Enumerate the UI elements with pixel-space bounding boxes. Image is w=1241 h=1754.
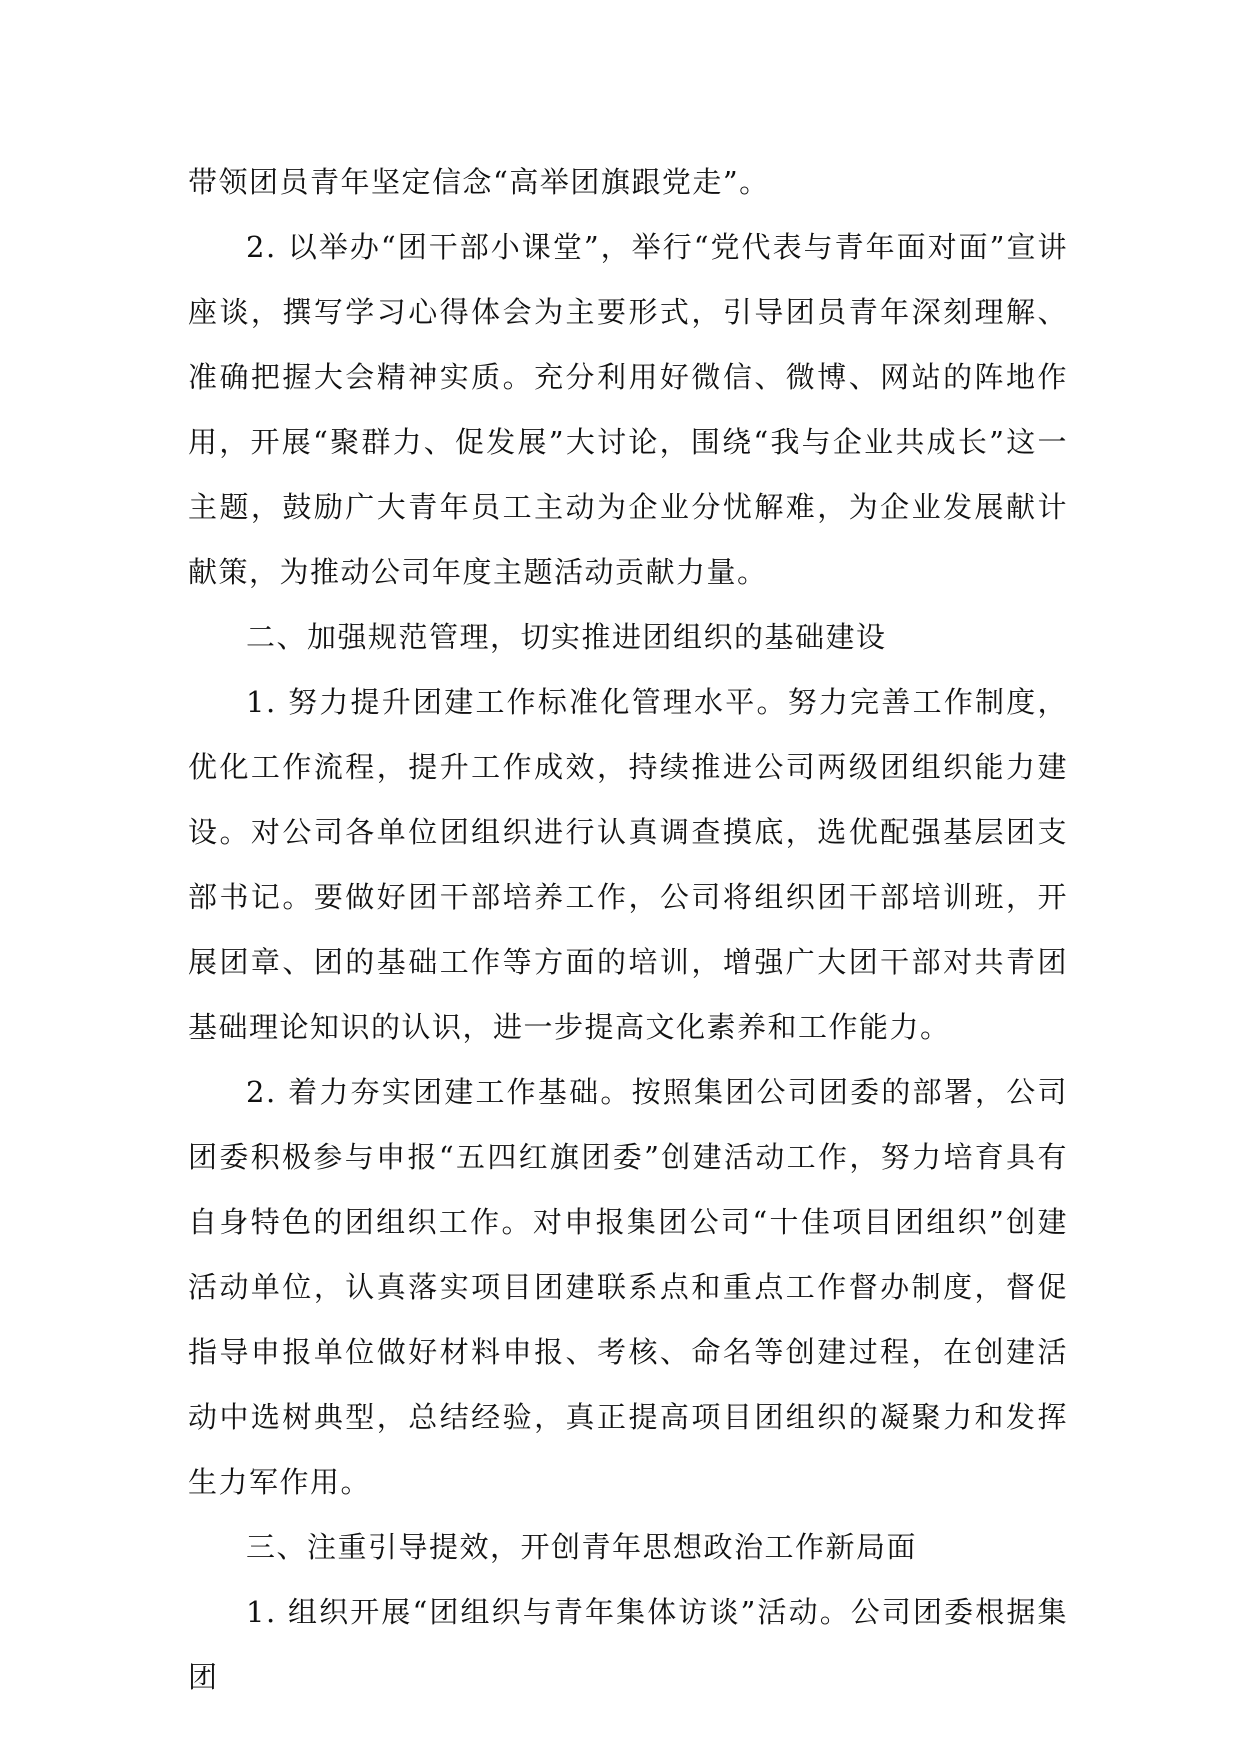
paragraph-item-1-interviews: 1. 组织开展“团组织与青年集体访谈”活动。公司团委根据集团	[188, 1595, 1068, 1694]
paragraph-item-2-foundation: 2. 着力夯实团建工作基础。按照集团公司团委的部署，公司团委积极参与申报“五四红旗团委”创建活动工作，努力培育具有自身特色的团组织工作。对申报集团公司“十佳项目团组织”创建活动单位，认真落实项目团建联系点和重点工作督办制度，督促指导申报单位做好材料申报、考核、命名等创建过程，在创建活动中选树典型，总结经验，真正提高项目团组织的凝聚力和发挥生力军作用。	[188, 1075, 1068, 1499]
paragraph-item-1-standardization: 1. 努力提升团建工作标准化管理水平。努力完善工作制度，优化工作流程，提升工作成效，持续推进公司两级团组织能力建设。对公司各单位团组织进行认真调查摸底，选优配强基层团支部书记。要做好团干部培养工作，公司将组织团干部培训班，开展团章、团的基础工作等方面的培训，增强广大团干部对共青团基础理论知识的认识，进一步提高文化素养和工作能力。	[188, 685, 1068, 1044]
paragraph-continuation: 带领团员青年坚定信念“高举团旗跟党走”。	[188, 165, 770, 199]
document-body	[188, 150, 1068, 1710]
paragraph-item-2-study-forms: 2. 以举办“团干部小课堂”，举行“党代表与青年面对面”宣讲座谈，撰写学习心得体会为主要形式，引导团员青年深刻理解、准确把握大会精神实质。充分利用好微信、微博、网站的阵地作用，开展“聚群力、促发展”大讨论，围绕“我与企业共成长”这一主题，鼓励广大青年员工主动为企业分忧解难，为企业发展献计献策，为推动公司年度主题活动贡献力量。	[188, 230, 1068, 589]
section-heading-2: 二、加强规范管理，切实推进团组织的基础建设	[246, 620, 887, 654]
section-heading-3: 三、注重引导提效，开创青年思想政治工作新局面	[246, 1530, 918, 1564]
